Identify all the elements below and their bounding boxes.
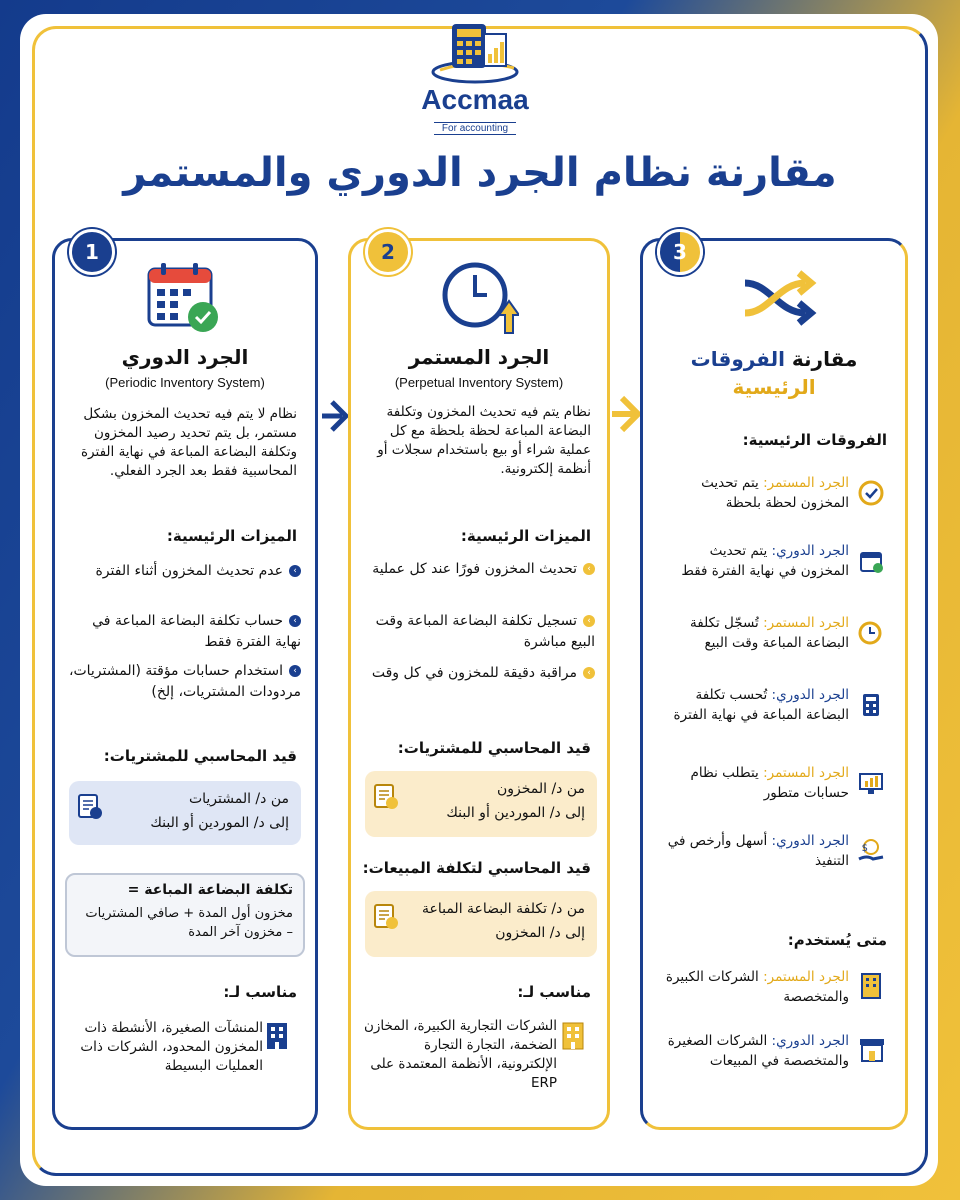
difference-label: الجرد المستمر: (758, 475, 849, 491)
system-name: الجرد الدوري (121, 345, 249, 369)
difference-text: تُحسب تكلفة البضاعة المباعة في نهاية الفترة (673, 687, 849, 723)
svg-text:$: $ (861, 843, 868, 854)
system-description: نظام يتم فيه تحديث المخزون وتكلفة البضاعة المباعة لحظة بلحظة مع كل عملية شراء أو بيع باستخدام سجلات أو أنظمة إلكترونية. (377, 404, 591, 477)
cogs-journal-box (365, 891, 597, 957)
brand-tagline: For accounting (434, 122, 516, 135)
features-title: الميزات الرئيسية: (460, 527, 591, 545)
periodic-column (52, 238, 318, 1130)
cogs-formula-box (65, 873, 305, 957)
hand-coin-icon (857, 837, 887, 867)
building-icon (559, 1021, 587, 1051)
calendar-check-icon (143, 259, 223, 335)
system-english-name: (Perpetual Inventory System) (394, 375, 564, 390)
suitable-text: المنشآت الصغيرة، الأنشطة ذات المخزون المحدود، الشركات ذات العمليات البسيطة (80, 1020, 263, 1074)
difference-item (659, 541, 849, 581)
suitable-text: الشركات التجارية الكبيرة، المخازن الضخمة، التجارة التجارة الإلكترونية، الأنظمة المعتمدة على ERP (363, 1018, 557, 1091)
calendar-icon (857, 547, 887, 577)
arrow-right-icon (610, 392, 644, 436)
difference-label: الجرد الدوري: (767, 543, 849, 559)
feature-item: ›تسجيل تكلفة البضاعة المباعة وقت البيع مباشرة (375, 613, 595, 650)
difference-item (659, 613, 849, 653)
journal-line: إلى د/ الموردين أو البنك (150, 815, 289, 831)
difference-text: يتم تحديث المخزون لحظة بلحظة (701, 475, 849, 511)
calculator-chart-icon (430, 20, 520, 86)
step-badge: 1 (69, 229, 115, 275)
difference-text: أسهل وأرخص في التنفيذ (667, 833, 849, 869)
difference-label: الجرد الدوري: (767, 687, 849, 703)
check-circle-icon (857, 479, 887, 509)
system-description: نظام لا يتم فيه تحديث المخزون بشكل مستمر، بل يتم تحديد رصيد المخزون وتكلفة البضاعة المباعة في نهاية الفترة المحاسبية فقط بعد الجرد الفعلي. (80, 406, 297, 479)
difference-text: يتطلب نظام حسابات متطور (690, 765, 849, 801)
journal-line: من د/ المخزون (496, 781, 585, 797)
difference-item (659, 763, 849, 803)
usage-label: الجرد المستمر: (758, 969, 849, 985)
page-title: مقارنة نظام الجرد الدوري والمستمر (123, 150, 837, 196)
suitable-title: مناسب لـ: (517, 983, 591, 1001)
difference-label: الجرد المستمر: (758, 615, 849, 631)
journal-line: من د/ تكلفة البضاعة المباعة (421, 901, 585, 917)
feature-item: ›تحديث المخزون فورًا عند كل عملية (367, 559, 595, 580)
difference-item (659, 831, 849, 871)
journal2-title: قيد المحاسبي لتكلفة المبيعات: (362, 859, 591, 877)
monitor-chart-icon (857, 769, 887, 799)
building-icon (857, 971, 887, 1001)
feature-item: ›استخدام حسابات مؤقتة (المشتريات، مردودات المشتريات، إلخ) (68, 663, 301, 700)
building-icon (263, 1021, 291, 1051)
calculator-icon (857, 691, 887, 721)
feature-item: ›مراقبة دقيقة للمخزون في كل وقت (367, 663, 595, 684)
step-badge: 2 (365, 229, 411, 275)
feature-item: ›حساب تكلفة البضاعة المباعة في نهاية الفترة فقط (92, 613, 301, 650)
usage-text: الشركات الصغيرة والمتخصصة في المبيعات (667, 1033, 849, 1069)
when-title: متى يُستخدم: (787, 931, 887, 949)
swap-arrows-icon (739, 263, 819, 333)
document-icon (373, 903, 399, 931)
usage-item (659, 967, 849, 1007)
clock-icon (857, 619, 887, 649)
difference-item (659, 473, 849, 513)
journal-line: إلى د/ الموردين أو البنك (446, 805, 585, 821)
features-title: الميزات الرئيسية: (166, 527, 297, 545)
comparison-title: مقارنة الفروقات الرئيسية (690, 347, 858, 399)
difference-text: يتم تحديث المخزون في نهاية الفترة فقط (681, 543, 849, 579)
journal-entry-box (365, 771, 597, 837)
comparison-column (640, 238, 908, 1130)
document-icon (373, 783, 399, 811)
difference-label: الجرد المستمر: (758, 765, 849, 781)
system-name: الجرد المستمر (408, 345, 550, 369)
document-icon (77, 793, 103, 821)
journal-line: من د/ المشتريات (188, 791, 289, 807)
feature-item: ›عدم تحديث المخزون أثناء الفترة (67, 561, 301, 582)
usage-label: الجرد الدوري: (767, 1033, 849, 1049)
formula-title: تكلفة البضاعة المباعة = (127, 882, 293, 898)
difference-label: الجرد الدوري: (767, 833, 849, 849)
logo (410, 20, 540, 140)
step-badge: 3 (657, 229, 703, 275)
brand-name: Accmaa (421, 84, 529, 115)
formula-body: مخزون أول المدة + صافي المشتريات – مخزون آخر المدة (85, 906, 293, 940)
journal-entry-box (69, 781, 301, 845)
journal-line: إلى د/ المخزون (495, 925, 585, 941)
store-icon (857, 1035, 887, 1065)
difference-item (659, 685, 849, 725)
usage-text: الشركات الكبيرة والمتخصصة (665, 969, 849, 1005)
journal-title: قيد المحاسبي للمشتريات: (397, 739, 591, 757)
suitable-title: مناسب لـ: (223, 983, 297, 1001)
usage-item (659, 1031, 849, 1071)
perpetual-column (348, 238, 610, 1130)
difference-text: تُسجّل تكلفة البضاعة المباعة وقت البيع (690, 615, 849, 651)
clock-up-icon (439, 257, 519, 337)
journal-title: قيد المحاسبي للمشتريات: (103, 747, 297, 765)
differences-title: الفروقات الرئيسية: (742, 431, 887, 449)
system-english-name: (Periodic Inventory System) (105, 375, 265, 390)
